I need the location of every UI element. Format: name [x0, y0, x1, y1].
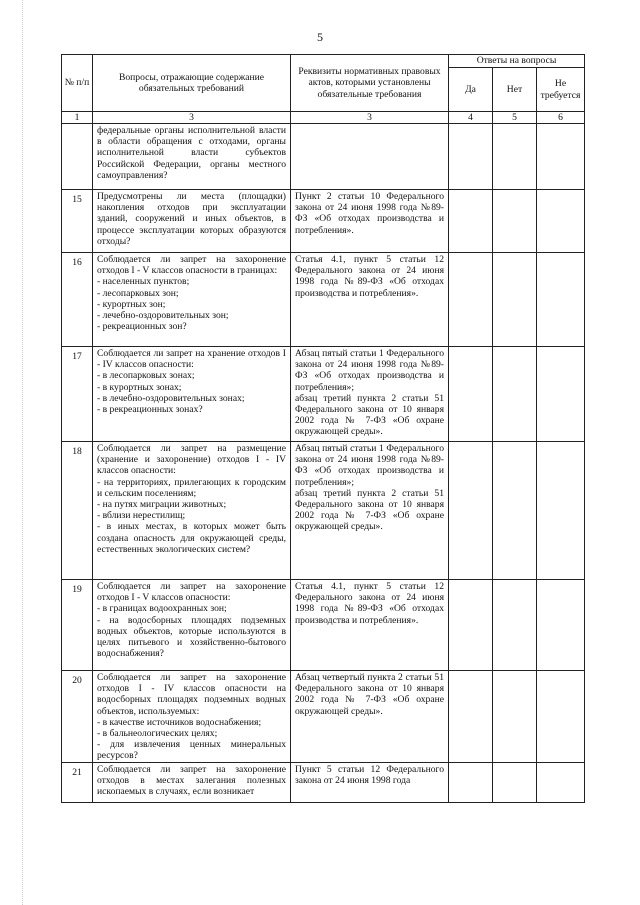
answer-not-required-cell[interactable] — [537, 124, 585, 190]
row-question: федеральные органы исполнительной власти в области обращения с отходами, органы исполнительной власти субъектов Российской Федерации, органы местного самоуправления? — [93, 124, 291, 190]
row-requisites: Абзац пятый статьи 1 Федерального закона от 24 июня 1998 года №89-ФЗ «Об отходах производства и потребления»; абзац третий пункта 2 статьи 51 Федерального закона от 10 января 2002 года № 7-ФЗ «Об охране окружающей среды». — [291, 347, 449, 442]
page-fold-line — [22, 0, 23, 905]
answer-not-required-cell[interactable] — [537, 347, 585, 442]
row-number — [62, 124, 93, 190]
table-row — [62, 347, 585, 442]
header-requisites: Реквизиты нормативных правовых актов, которыми установлены обязательные требования — [291, 55, 449, 112]
answer-no-cell[interactable] — [493, 442, 537, 580]
column-number: 4 — [449, 112, 493, 124]
row-number: 17 — [62, 347, 93, 442]
answer-no-cell[interactable] — [493, 124, 537, 190]
table-row — [62, 442, 585, 580]
row-question: Предусмотрены ли места (площадки) накопления отходов при эксплуатации зданий, сооружений и иных объектов, в процессе эксплуатации которых образуются отходы? — [93, 190, 291, 253]
answer-not-required-cell[interactable] — [537, 442, 585, 580]
answer-no-cell[interactable] — [493, 347, 537, 442]
row-question: Соблюдается ли запрет на размещение (хранение и захоронение) отходов I - IV классов опасности: - на территориях, прилегающих к городским и сельским поселениям; - на путях миграции животных; - вблизи нерестилищ; - в иных местах, в которых может быть создана опасность для окружающей среды, естественных экологических систем? — [93, 442, 291, 580]
row-number: 18 — [62, 442, 93, 580]
row-requisites: Статья 4.1, пункт 5 статьи 12 Федерального закона от 24 июня 1998 года №89-ФЗ «Об отходах производства и потребления». — [291, 580, 449, 671]
table-row — [62, 190, 585, 253]
header-yes: Да — [449, 68, 493, 112]
answer-no-cell[interactable] — [493, 253, 537, 347]
row-question: Соблюдается ли запрет на захоронение отходов I - V классов опасности: - в границах водоохранных зон; - на водосборных площадях подземных водных объектов, которые используются в целях питьевого и хозяйственно-бытового водоснабжения? — [93, 580, 291, 671]
row-question: Соблюдается ли запрет на захоронение отходов I - IV классов опасности на водосборных площадях подземных водных объектов, используемых: - в качестве источников водоснабжения; - в бальнеологических целях; - для извлечения ценных минеральных ресурсов? — [93, 671, 291, 763]
answer-yes-cell[interactable] — [449, 580, 493, 671]
answer-no-cell[interactable] — [493, 580, 537, 671]
answer-not-required-cell[interactable] — [537, 762, 585, 802]
column-number: 3 — [291, 112, 449, 124]
header-answers: Ответы на вопросы — [449, 55, 585, 68]
header-num: № п/п — [62, 55, 93, 112]
row-requisites: Пункт 2 статьи 10 Федерального закона от 24 июня 1998 года №89-ФЗ «Об отходах производства и потребления». — [291, 190, 449, 253]
row-number: 19 — [62, 580, 93, 671]
row-requisites: Статья 4.1, пункт 5 статьи 12 Федерального закона от 24 июня 1998 года №89-ФЗ «Об отходах производства и потребления». — [291, 253, 449, 347]
row-requisites: Пункт 5 статьи 12 Федерального закона от 24 июня 1998 года — [291, 762, 449, 802]
column-number: 1 — [62, 112, 93, 124]
answer-yes-cell[interactable] — [449, 253, 493, 347]
answer-no-cell[interactable] — [493, 762, 537, 802]
column-number: 3 — [93, 112, 291, 124]
row-question: Соблюдается ли запрет на захоронение отходов в местах залегания полезных ископаемых в случаях, если возникает — [93, 762, 291, 802]
column-number: 5 — [493, 112, 537, 124]
row-requisites: Абзац четвертый пункта 2 статьи 51 Федерального закона от 10 января 2002 года № 7-ФЗ «Об охране окружающей среды». — [291, 671, 449, 763]
table-row — [62, 671, 585, 763]
answer-yes-cell[interactable] — [449, 442, 493, 580]
column-number: 6 — [537, 112, 585, 124]
row-number: 15 — [62, 190, 93, 253]
header-questions: Вопросы, отражающие содержание обязательных требований — [93, 55, 291, 112]
table-row — [62, 580, 585, 671]
page-number: 5 — [317, 30, 323, 44]
header-no: Нет — [493, 68, 537, 112]
answer-no-cell[interactable] — [493, 671, 537, 763]
answer-no-cell[interactable] — [493, 190, 537, 253]
answer-yes-cell[interactable] — [449, 190, 493, 253]
answer-yes-cell[interactable] — [449, 124, 493, 190]
requirements-table — [61, 54, 585, 803]
answer-yes-cell[interactable] — [449, 671, 493, 763]
table-row — [62, 762, 585, 802]
answer-not-required-cell[interactable] — [537, 190, 585, 253]
row-requisites: Абзац пятый статьи 1 Федерального закона от 24 июня 1998 года №89-ФЗ «Об отходах производства и потребления»; абзац третий пункта 2 статьи 51 Федерального закона от 10 января 2002 года № 7-ФЗ «Об охране окружающей среды». — [291, 442, 449, 580]
answer-not-required-cell[interactable] — [537, 253, 585, 347]
row-question: Соблюдается ли запрет на захоронение отходов I - V классов опасности в границах: - населенных пунктов; - лесопарковых зон; - курортных зон; - лечебно-оздоровительных зон; - рекреационных зон? — [93, 253, 291, 347]
answer-not-required-cell[interactable] — [537, 671, 585, 763]
row-number: 20 — [62, 671, 93, 763]
row-question: Соблюдается ли запрет на хранение отходов I - IV классов опасности: - в лесопарковых зонах; - в курортных зонах; - в лечебно-оздоровительных зонах; - в рекреационных зонах? — [93, 347, 291, 442]
row-requisites — [291, 124, 449, 190]
header-not-required: Не требуется — [537, 68, 585, 112]
answer-not-required-cell[interactable] — [537, 580, 585, 671]
table-row — [62, 124, 585, 190]
table-row — [62, 253, 585, 347]
table-body — [62, 124, 585, 803]
row-number: 16 — [62, 253, 93, 347]
answer-yes-cell[interactable] — [449, 762, 493, 802]
answer-yes-cell[interactable] — [449, 347, 493, 442]
requirements-table-wrapper — [61, 54, 585, 803]
row-number: 21 — [62, 762, 93, 802]
